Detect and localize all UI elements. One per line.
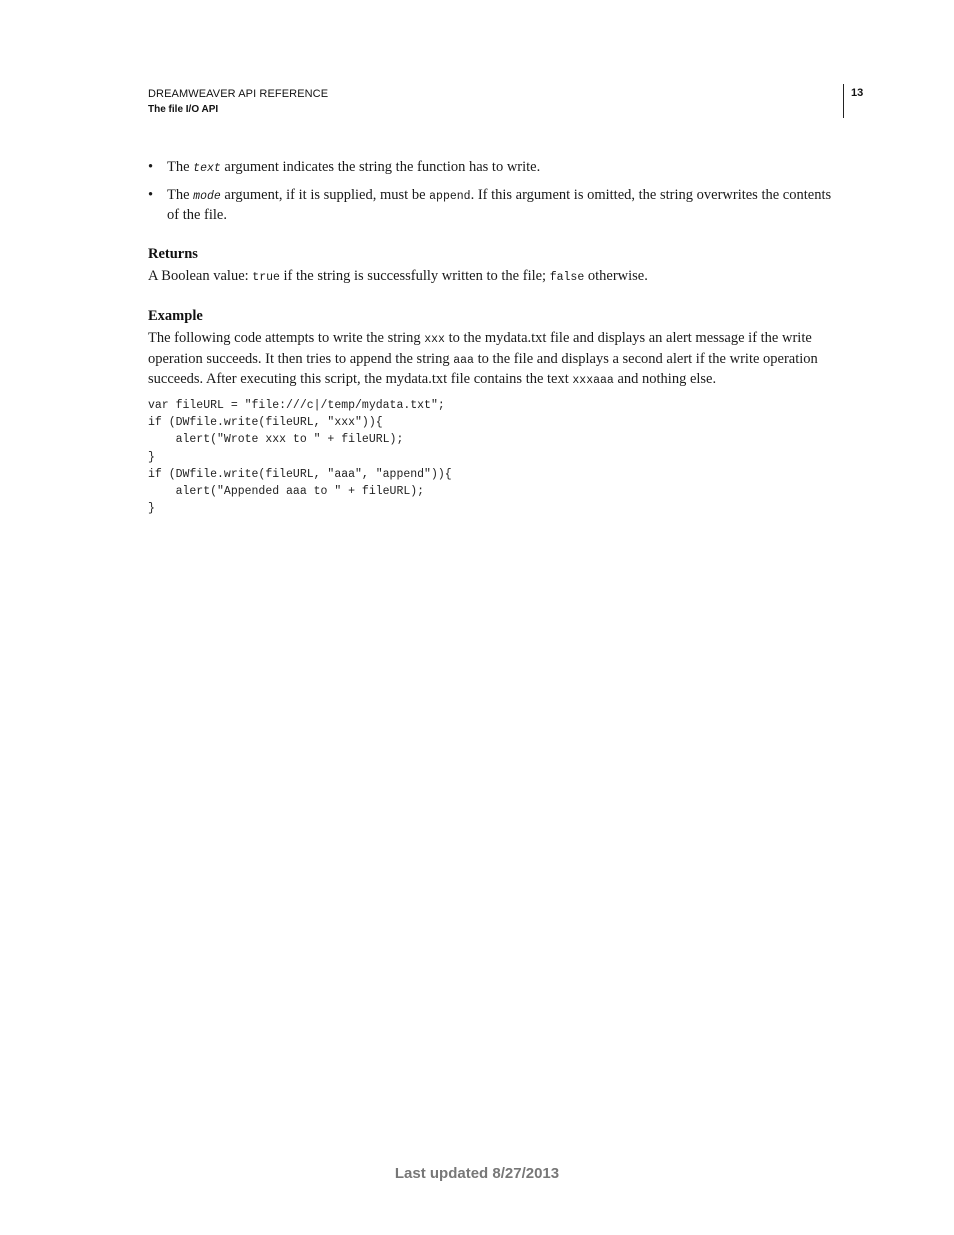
code-line: if (DWfile.write(fileURL, "aaa", "append")){ <box>148 467 452 481</box>
code-line: var fileURL = "file:///c|/temp/mydata.txt"; <box>148 399 445 412</box>
example-paragraph <box>148 329 843 391</box>
inline-code: xxxaaa <box>572 374 614 387</box>
inline-code: append <box>429 189 471 203</box>
list-item <box>148 186 843 226</box>
list-item-text: The <box>167 186 194 203</box>
example-heading: Example <box>148 308 203 324</box>
inline-code: aaa <box>453 353 474 367</box>
code-line: } <box>148 502 155 516</box>
paragraph-text: if the string is successfully written to the file; <box>279 268 550 284</box>
code-line: alert("Appended aaa to " + fileURL); <box>148 485 425 499</box>
list-item-text: The <box>167 159 194 175</box>
page-number: 13 <box>851 87 864 99</box>
paragraph-text: and nothing else. <box>613 371 717 387</box>
inline-code: text <box>193 162 221 175</box>
returns-paragraph <box>148 267 843 288</box>
bullet-marker: • <box>148 186 154 203</box>
last-updated-footer: Last updated 8/27/2013 <box>394 1165 560 1182</box>
list-item-text: argument indicates the string the function has to write. <box>220 159 541 175</box>
bullet-marker: • <box>148 159 154 175</box>
paragraph-text: to the file and displays a second alert if the write operation succeeds. After executing this script, the mydata.txt file contains the text <box>148 350 818 387</box>
paragraph-text: The following code attempts to write the string <box>148 330 425 346</box>
code-line: if (DWfile.write(fileURL, "xxx")){ <box>148 416 383 430</box>
paragraph-text: otherwise. <box>584 268 648 284</box>
code-line: } <box>148 450 155 464</box>
running-header-title: DREAMWEAVER API REFERENCE <box>148 88 329 100</box>
argument-list <box>148 158 843 233</box>
inline-code: false <box>549 271 585 284</box>
code-sample <box>148 397 452 517</box>
paragraph-text: to the mydata.txt file and displays an alert message if the write operation succeeds. It then tries to append the string <box>148 330 812 367</box>
inline-code: mode <box>193 189 221 203</box>
running-header-section: The file I/O API <box>148 104 219 115</box>
code-line: alert("Wrote xxx to " + fileURL); <box>148 433 404 447</box>
paragraph-text: A Boolean value: <box>148 268 253 284</box>
returns-heading: Returns <box>148 246 198 262</box>
inline-code: true <box>252 271 280 284</box>
header-divider <box>843 84 844 118</box>
list-item <box>148 158 843 179</box>
list-item-text: argument, if it is supplied, must be <box>220 186 430 203</box>
list-item-text: . If this argument is omitted, the string overwrites the contents of the file. <box>167 186 832 223</box>
inline-code: xxx <box>424 333 445 346</box>
